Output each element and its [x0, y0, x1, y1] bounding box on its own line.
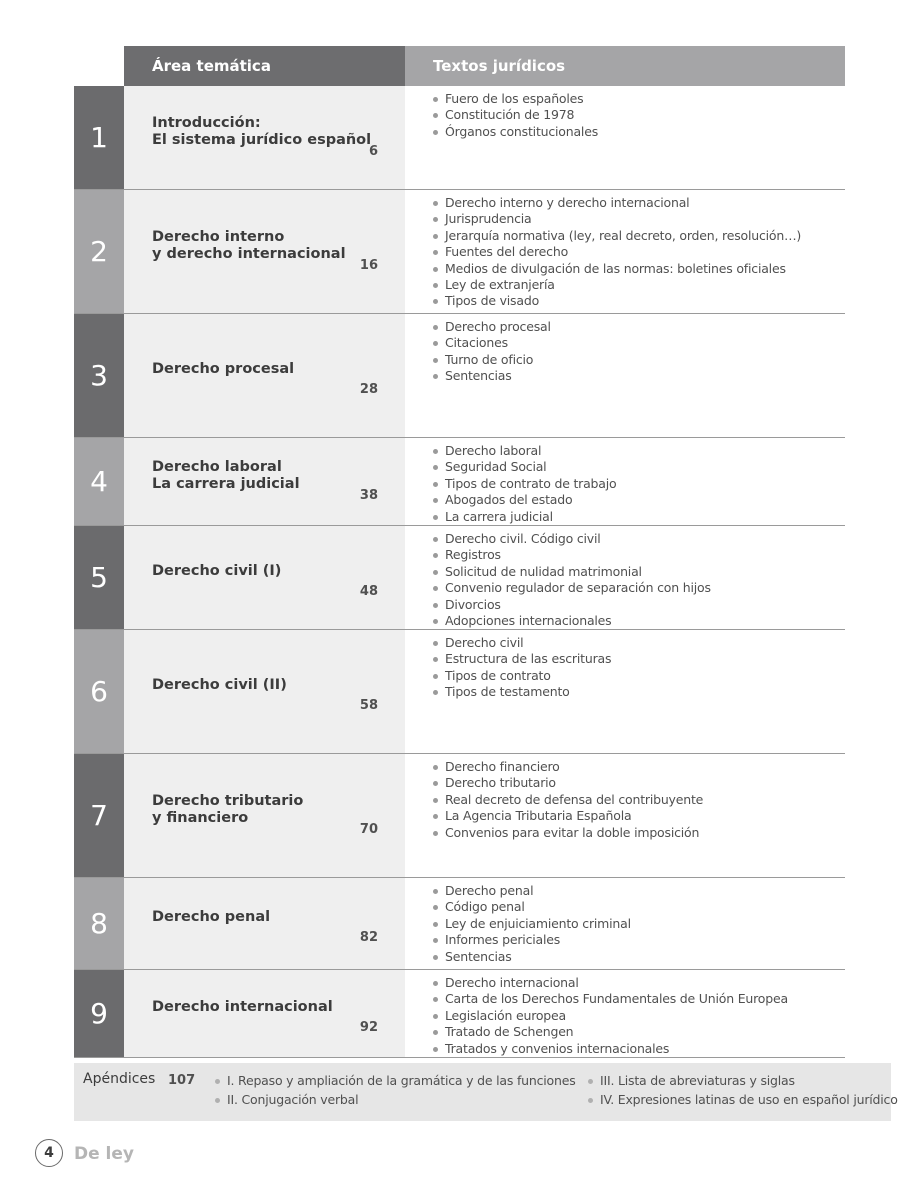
unit-title — [152, 677, 287, 694]
appendix-item: I. Repaso y ampliación de la gramática y de las funciones — [215, 1073, 576, 1088]
list-item: La carrera judicial — [433, 509, 845, 525]
list-item: Carta de los Derechos Fundamentales de Unión Europea — [433, 991, 845, 1007]
unit-page-number: 48 — [359, 583, 378, 599]
unit-texts-cell — [405, 526, 845, 629]
list-item: Citaciones — [433, 335, 845, 351]
unit-row — [74, 754, 845, 878]
list-item: Fuero de los españoles — [433, 91, 845, 107]
unit-texts-list — [433, 975, 845, 1057]
list-item: Derecho tributario — [433, 775, 845, 791]
unit-number: 7 — [74, 754, 124, 877]
unit-title-line: Derecho tributario — [152, 792, 304, 809]
unit-texts-list — [433, 91, 845, 140]
list-item: Sentencias — [433, 368, 845, 384]
unit-number: 2 — [74, 190, 124, 313]
unit-page-number: 82 — [359, 929, 378, 945]
unit-title-cell — [124, 754, 405, 877]
unit-row — [74, 630, 845, 754]
list-item: Derecho financiero — [433, 759, 845, 775]
unit-title-line: y derecho internacional — [152, 245, 346, 262]
unit-title-line: Derecho civil (II) — [152, 677, 287, 693]
unit-title-line: Derecho laboral — [152, 458, 282, 475]
unit-texts-cell — [405, 190, 845, 313]
list-item: Turno de oficio — [433, 352, 845, 368]
list-item: Constitución de 1978 — [433, 107, 845, 123]
unit-number: 6 — [74, 630, 124, 753]
appendix-bar — [74, 1063, 898, 1121]
list-item: Derecho civil. Código civil — [433, 531, 845, 547]
unit-number: 5 — [74, 526, 124, 629]
appendix-page-number: 107 — [168, 1073, 196, 1088]
unit-row — [74, 970, 845, 1058]
unit-title-cell — [124, 314, 405, 437]
unit-title-cell — [124, 86, 405, 189]
unit-number: 4 — [74, 438, 124, 525]
unit-page-number: 70 — [359, 821, 378, 837]
unit-texts-list — [433, 531, 845, 629]
unit-row — [74, 438, 845, 526]
list-item: Código penal — [433, 899, 845, 915]
list-item: Divorcios — [433, 597, 845, 613]
unit-texts-cell — [405, 878, 845, 969]
unit-page-number: 92 — [359, 1019, 378, 1035]
unit-number: 8 — [74, 878, 124, 969]
unit-title — [152, 999, 333, 1016]
list-item: Jurisprudencia — [433, 211, 845, 227]
unit-texts-cell — [405, 754, 845, 877]
list-item: Tratados y convenios internacionales — [433, 1041, 845, 1057]
contents-table — [74, 86, 845, 1058]
unit-texts-cell — [405, 314, 845, 437]
list-item: Tipos de contrato — [433, 668, 845, 684]
unit-row — [74, 878, 845, 970]
unit-texts-list — [433, 759, 845, 841]
list-item: Tipos de contrato de trabajo — [433, 476, 845, 492]
appendix-item: IV. Expresiones latinas de uso en español jurídico — [588, 1092, 898, 1107]
appendix-item: II. Conjugación verbal — [215, 1092, 358, 1107]
list-item: Fuentes del derecho — [433, 244, 845, 260]
header-textos-juridicos: Textos jurídicos — [405, 46, 845, 86]
table-header — [124, 46, 845, 86]
list-item: Sentencias — [433, 949, 845, 965]
unit-title-line: Derecho internacional — [152, 999, 333, 1015]
list-item: Real decreto de defensa del contribuyente — [433, 792, 845, 808]
unit-texts-list — [433, 195, 845, 310]
unit-number: 1 — [74, 86, 124, 189]
unit-number: 3 — [74, 314, 124, 437]
unit-texts-cell — [405, 438, 845, 525]
list-item: La Agencia Tributaria Española — [433, 808, 845, 824]
unit-title-cell — [124, 190, 405, 313]
header-area-tematica: Área temática — [124, 46, 405, 86]
unit-title-line: Derecho civil (I) — [152, 563, 282, 579]
list-item: Seguridad Social — [433, 459, 845, 475]
page-number-badge: 4 — [35, 1139, 63, 1167]
book-title: De ley — [74, 1144, 134, 1164]
unit-title-cell — [124, 526, 405, 629]
list-item: Órganos constitucionales — [433, 124, 845, 140]
list-item: Ley de extranjería — [433, 277, 845, 293]
unit-title — [152, 115, 371, 149]
list-item: Derecho interno y derecho internacional — [433, 195, 845, 211]
unit-title — [152, 361, 294, 378]
unit-title-cell — [124, 878, 405, 969]
unit-title — [152, 793, 303, 827]
unit-row — [74, 314, 845, 438]
list-item: Derecho laboral — [433, 443, 845, 459]
unit-texts-list — [433, 443, 845, 525]
list-item: Tipos de testamento — [433, 684, 845, 700]
unit-row — [74, 86, 845, 190]
list-item: Medios de divulgación de las normas: boletines oficiales — [433, 261, 845, 277]
unit-texts-list — [433, 883, 845, 965]
list-item: Derecho procesal — [433, 319, 845, 335]
list-item: Solicitud de nulidad matrimonial — [433, 564, 845, 580]
list-item: Derecho civil — [433, 635, 845, 651]
unit-title — [152, 909, 270, 926]
unit-row — [74, 190, 845, 314]
list-item: Tratado de Schengen — [433, 1024, 845, 1040]
list-item: Derecho internacional — [433, 975, 845, 991]
appendix-item: III. Lista de abreviaturas y siglas — [588, 1073, 795, 1088]
list-item: Ley de enjuiciamiento criminal — [433, 916, 845, 932]
unit-title-cell — [124, 970, 405, 1057]
unit-title-line: El sistema jurídico español — [152, 131, 372, 148]
unit-title-line: La carrera judicial — [152, 475, 300, 492]
list-item: Legislación europea — [433, 1008, 845, 1024]
unit-page-number: 58 — [359, 697, 378, 713]
unit-title — [152, 563, 281, 580]
unit-title — [152, 229, 346, 263]
unit-texts-list — [433, 319, 845, 385]
list-item: Informes periciales — [433, 932, 845, 948]
list-item: Abogados del estado — [433, 492, 845, 508]
unit-row — [74, 526, 845, 630]
unit-page-number: 28 — [359, 381, 378, 397]
list-item: Convenios para evitar la doble imposición — [433, 825, 845, 841]
unit-title-line: y financiero — [152, 809, 249, 826]
list-item: Tipos de visado — [433, 293, 845, 309]
unit-title — [152, 459, 300, 493]
list-item: Jerarquía normativa (ley, real decreto, orden, resolución…) — [433, 228, 845, 244]
appendix-label: Apéndices — [83, 1071, 156, 1087]
list-item: Derecho penal — [433, 883, 845, 899]
list-item: Adopciones internacionales — [433, 613, 845, 629]
list-item: Convenio regulador de separación con hijos — [433, 580, 845, 596]
list-item: Registros — [433, 547, 845, 563]
unit-title-cell — [124, 630, 405, 753]
unit-texts-cell — [405, 630, 845, 753]
unit-texts-list — [433, 635, 845, 701]
unit-texts-cell — [405, 970, 845, 1057]
unit-number: 9 — [74, 970, 124, 1057]
unit-title-line: Derecho penal — [152, 909, 271, 925]
unit-page-number: 38 — [359, 487, 378, 503]
unit-title-cell — [124, 438, 405, 525]
list-item: Estructura de las escrituras — [433, 651, 845, 667]
unit-title-line: Introducción: — [152, 114, 261, 131]
unit-texts-cell — [405, 86, 845, 189]
unit-title-line: Derecho interno — [152, 228, 285, 245]
unit-title-line: Derecho procesal — [152, 361, 295, 377]
unit-page-number: 6 — [368, 143, 378, 159]
unit-page-number: 16 — [359, 257, 378, 273]
